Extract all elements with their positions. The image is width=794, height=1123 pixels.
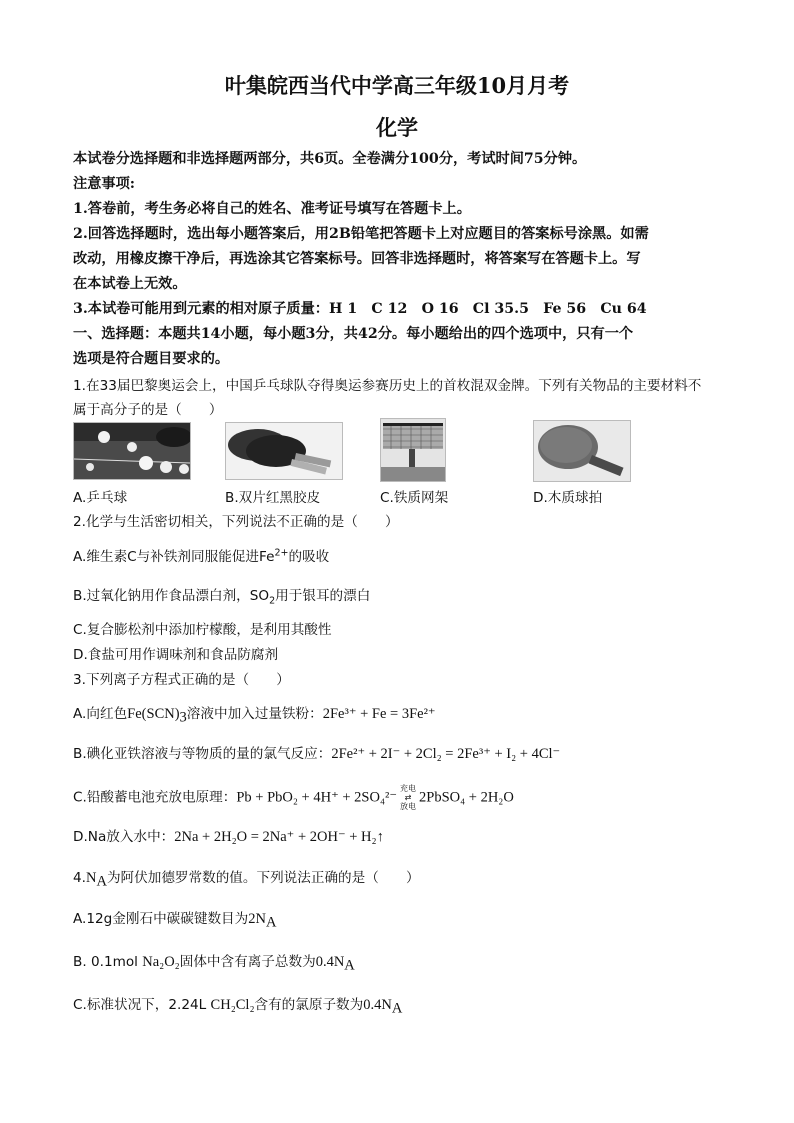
wooden-paddle-illustration xyxy=(534,421,630,481)
q3-option-d xyxy=(73,825,733,846)
q3-option-c-text: C.铅酸蓄电池充放电原理： xyxy=(73,789,237,806)
q4-option-b-formula: Na₂O₂ xyxy=(142,954,180,970)
arrow-label-top: 充电 xyxy=(400,784,416,793)
q4-number: 4. xyxy=(73,870,86,886)
rubber-paddles-image xyxy=(225,422,343,480)
q4-option-c-text: C.标准状况下，2.24L xyxy=(73,997,211,1013)
q3-option-a-equation: 2Fe³⁺ + Fe = 3Fe²⁺ xyxy=(322,706,436,722)
q3-option-a xyxy=(73,702,733,727)
q4-option-c-sub: A xyxy=(391,1000,403,1017)
q3-option-c-reactants: Pb + PbO₂ + 4H⁺ + 2SO₄²⁻ xyxy=(236,789,397,806)
section-heading-1: 一、选择题：本题共14小题，每小题3分，共42分。每小题给出的四个选项中，只有一个 xyxy=(73,326,634,342)
q3-option-d-text: D.Na放入水中： xyxy=(73,829,175,845)
section-heading-2: 选项是符合题目要求的。 xyxy=(73,351,230,367)
q3-option-a-reagent-sub: 3 xyxy=(179,709,187,726)
ping-pong-balls-illustration xyxy=(74,423,190,479)
q2-option-a-text: A.维生素C与补铁剂同服能促进Fe xyxy=(73,549,275,565)
q2-option-b-end: 用于银耳的漂白 xyxy=(275,588,371,604)
q4-avogadro: N xyxy=(85,870,97,886)
wooden-paddle-image xyxy=(533,420,631,482)
q3-option-b-equation: 2Fe²⁺ + 2I⁻ + 2Cl₂ = 2Fe³⁺ + I₂ + 4Cl⁻ xyxy=(331,746,561,762)
q3-stem: 3.下列离子方程式正确的是（ ） xyxy=(73,672,290,688)
arrow-label-bottom: 放电 xyxy=(400,802,416,811)
q2-option-b xyxy=(73,584,733,607)
q2-stem: 2.化学与生活密切相关，下列说法不正确的是（ ） xyxy=(73,514,399,530)
notice-item-2a: 2.回答选择题时，选出每小题答案后，用2B铅笔把答题卡上对应题目的答案标号涂黑。如需 xyxy=(73,226,649,242)
q1-stem-2: 属于高分子的是（ ） xyxy=(73,402,223,418)
q4-option-b-text: B. 0.1mol xyxy=(73,954,143,970)
q1-option-d: D.木质球拍 xyxy=(533,490,603,506)
q3-option-a-text: A.向红色 xyxy=(73,706,128,722)
q3-option-c-products: 2PbSO₄ + 2H₂O xyxy=(419,789,514,806)
q4-stem xyxy=(73,866,733,891)
q3-option-b-text: B.碘化亚铁溶液与等物质的量的氯气反应： xyxy=(73,746,332,762)
q4-option-a-value: 2N xyxy=(248,911,266,927)
notice-heading: 注意事项: xyxy=(73,176,135,192)
q2-option-a-charge: 2+ xyxy=(274,547,289,559)
ping-pong-balls-image xyxy=(73,422,191,480)
q3-option-b xyxy=(73,742,733,763)
notice-item-2c: 在本试卷上无效。 xyxy=(73,276,187,292)
q3-option-a-reagent: Fe(SCN) xyxy=(127,706,180,722)
q2-option-b-text: B.过氧化钠用作食品漂白剂，SO xyxy=(73,588,270,604)
iron-net-image xyxy=(380,418,446,482)
iron-net-illustration xyxy=(381,419,445,481)
exam-title: 叶集皖西当代中学高三年级10月月考 xyxy=(224,73,570,98)
q3-option-c xyxy=(73,784,733,811)
q4-option-a xyxy=(73,907,733,932)
q4-option-b xyxy=(73,950,733,975)
subject-title: 化学 xyxy=(376,115,418,140)
rubber-paddles-illustration xyxy=(226,423,342,479)
q4-option-b-sub: A xyxy=(344,957,355,974)
q2-option-b-subscript: 2 xyxy=(269,595,276,607)
q4-option-c-formula: CH₂Cl₂ xyxy=(210,997,255,1013)
q2-option-d: D.食盐可用作调味剂和食品防腐剂 xyxy=(73,647,279,663)
q4-stem-text: 为阿伏加德罗常数的值。下列说法正确的是（ ） xyxy=(106,870,420,886)
q3-option-d-equation: 2Na + 2H₂O = 2Na⁺ + 2OH⁻ + H₂↑ xyxy=(174,829,384,845)
q1-option-c: C.铁质网架 xyxy=(380,490,449,506)
q1-option-b: B.双片红黑胶皮 xyxy=(225,490,321,506)
q4-option-a-sub: A xyxy=(265,914,277,931)
q4-option-a-text: A.12g金刚石中碳碳键数目为 xyxy=(73,911,249,927)
q2-option-a xyxy=(73,545,733,565)
intro-text: 本试卷分选择题和非选择题两部分，共6页。全卷满分100分，考试时间75分钟。 xyxy=(73,151,587,167)
q4-option-c xyxy=(73,993,733,1018)
notice-item-3: 3.本试卷可能用到元素的相对原子质量：H 1 C 12 O 16 Cl 35.5 Fe 56 Cu 64 xyxy=(73,301,647,317)
notice-item-1: 1.答卷前，考生务必将自己的姓名、准考证号填写在答题卡上。 xyxy=(73,201,471,217)
q4-option-b-mid: 固体中含有离子总数为 xyxy=(179,954,316,970)
q4-option-c-value: 0.4N xyxy=(363,997,392,1013)
reversible-arrow-icon: 充电 ⇄ 放电 xyxy=(400,784,416,811)
q3-option-a-mid: 溶液中加入过量铁粉： xyxy=(186,706,323,722)
q1-option-a: A.乒乓球 xyxy=(73,490,128,506)
q1-stem-1: 1.在33届巴黎奥运会上，中国乒乓球队夺得奥运参赛历史上的首枚混双金牌。下列有关物品的主要材料不 xyxy=(73,378,702,394)
q2-option-a-end: 的吸收 xyxy=(288,549,330,565)
notice-item-2b: 改动，用橡皮擦干净后，再选涂其它答案标号。回答非选择题时，将答案写在答题卡上。写 xyxy=(73,251,641,267)
q4-avogadro-sub: A xyxy=(96,873,107,890)
q2-option-c: C.复合膨松剂中添加柠檬酸，是利用其酸性 xyxy=(73,622,332,638)
q4-option-b-value: 0.4N xyxy=(315,954,345,970)
q4-option-c-mid: 含有的氯原子数为 xyxy=(254,997,364,1013)
